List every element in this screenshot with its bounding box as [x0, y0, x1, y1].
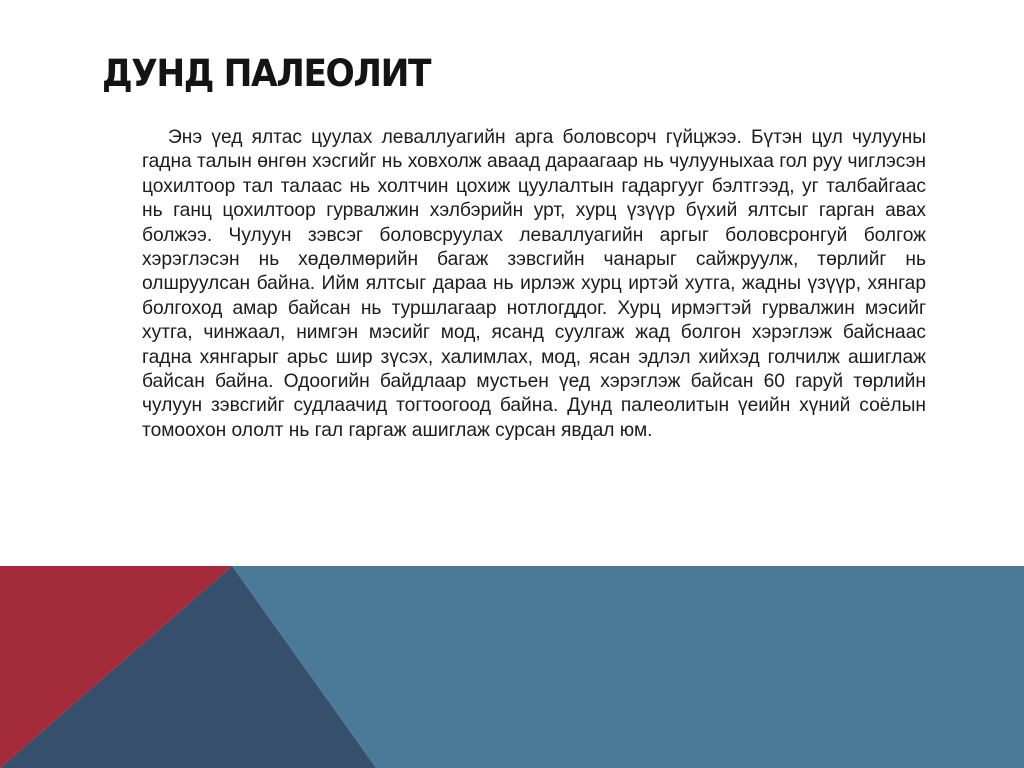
decorative-footer-shapes [0, 566, 1024, 768]
slide-title: ДУНД ПАЛЕОЛИТ [102, 52, 431, 95]
slide-body-text: Энэ үед ялтас цуулах леваллуагийн арга боловсорч гүйцжээ. Бүтэн цул чулууны гадна талын өнгөн хэсгийг нь ховхолж аваад дараагаар нь чулууныхаа гол руу чиглэсэн цохилтоор тал талаас нь холтчин цохиж цуулалтын гадаргууг бэлтгээд, уг талбайгаас нь ганц цохилтоор гурвалжин хэлбэрийн урт, хурц үзүүр бүхий ялтсыг гарган авах болжээ. Чулуун зэвсэг боловсруулах леваллуагийн аргыг боловсронгуй болгож хэрэглэсэн нь хөдөлмөрийн багаж зэвсгийн чанарыг сайжруулж, төрлийг нь олшруулсан байна. Ийм ялтсыг дараа нь ирлэж хурц иртэй хутга, жадны үзүүр, хянгар болгоход амар байсан нь туршлагаар нотлогддог. Хурц ирмэгтэй гурвалжин мэсийг хутга, чинжаал, нимгэн мэсийг мод, ясанд суулгаж жад болгон хэрэглэж байснаас гадна хянгарыг арьс шир зүсэх, халимлах, мод, ясан эдлэл хийхэд голчилж ашиглаж байсан байна. Одоогийн байдлаар мустьен үед хэрэглэж байсан 60 гаруй төрлийн чулуун зэвсгийг судлаачид тогтоогоод байна. Дунд палеолитын үеийн хүний соёлын томоохон ололт нь гал гаргаж ашиглаж сурсан явдал юм. [142, 127, 926, 441]
